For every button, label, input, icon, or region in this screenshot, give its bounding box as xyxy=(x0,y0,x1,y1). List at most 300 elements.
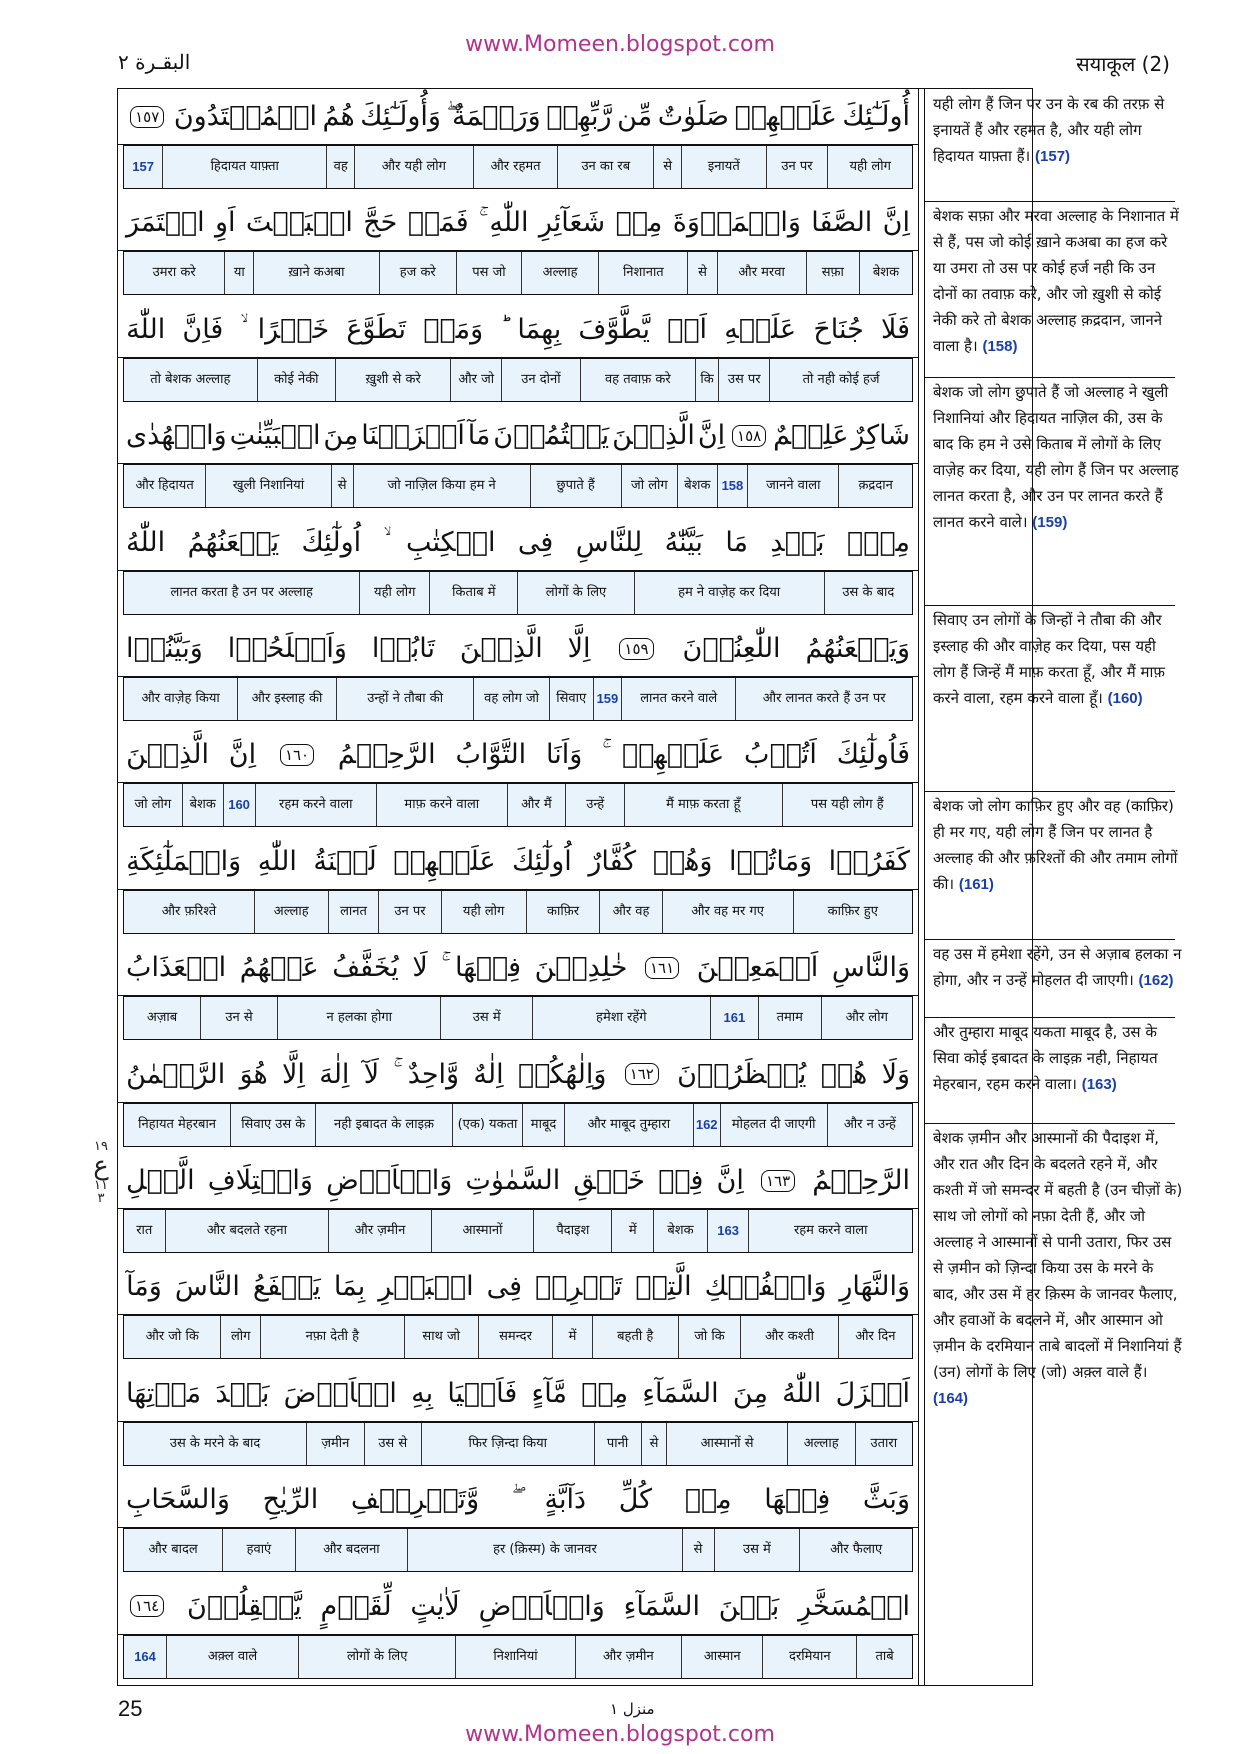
arabic-word: شَعَآئِرِ xyxy=(538,207,606,239)
gloss-word: जो लोग xyxy=(134,797,172,813)
ayah-number-mark: ١٦٤ xyxy=(130,1595,164,1617)
arabic-word: وَرَحۡمَةٌ xyxy=(452,101,541,132)
arabic-word: خَيۡرًا xyxy=(257,313,330,345)
arabic-word: الۡكِتٰبِ xyxy=(405,526,496,558)
arabic-line xyxy=(118,940,918,996)
arabic-word: وَلَا xyxy=(881,1058,910,1090)
gloss-ayah-number: 157 xyxy=(132,159,154,174)
translation-separator xyxy=(925,605,1175,606)
arabic-word: عَلِيۡمٌ xyxy=(773,420,849,452)
arabic-word: اعۡتَمَرَ xyxy=(126,207,205,239)
ruku-mark-top: ١٩ xyxy=(94,1139,108,1154)
arabic-word: وَيَلۡعَنُهُمُ xyxy=(805,633,910,664)
arabic-word: فَلَا xyxy=(880,313,910,345)
arabic-word: يَّعۡقِلُوۡنَ xyxy=(187,1590,302,1622)
ruku-mark-letter: ع xyxy=(93,1151,109,1181)
arabic-word: لِّقَوۡمٍ xyxy=(320,1590,392,1622)
gloss-word: से xyxy=(653,146,681,188)
arabic-line xyxy=(118,515,918,571)
arabic-word: صَلَوٰتٌ xyxy=(657,101,729,132)
gloss-word: जानने वाला xyxy=(747,465,838,507)
arabic-line xyxy=(118,1579,918,1635)
gloss-word: अक़्ल वाले xyxy=(166,1636,298,1678)
translation-separator xyxy=(925,1123,1175,1124)
gloss-row xyxy=(123,358,913,402)
gloss-word: किताब में xyxy=(429,572,517,614)
arabic-word: اَجۡمَعِيۡنَ xyxy=(696,952,819,984)
translation-paragraph xyxy=(933,379,1183,536)
gloss-word: छुपाते हैं xyxy=(530,465,621,507)
arabic-word: مِنۡ xyxy=(581,1377,629,1409)
gloss-word: यही लोग xyxy=(359,572,429,614)
arabic-word: اِنَّ xyxy=(716,1165,744,1196)
gloss-word: और जो xyxy=(450,359,501,401)
arabic-word: اِنَّ xyxy=(882,207,910,239)
gloss-word: कोई नेकी xyxy=(257,359,335,401)
gloss-word: उन से xyxy=(200,997,277,1039)
arabic-word: يَنۡفَعُ xyxy=(252,1271,321,1303)
gloss-word: पैदाइश xyxy=(533,1210,611,1252)
arabic-word: وَالۡهُدٰى xyxy=(126,420,227,452)
translation-text: बेशक सफ़ा और मरवा अल्लाह के निशानात में से हैं, पस जो कोई ख़ाने कअबा का हज करे या उमरा तो उस पर कोई हर्ज नही कि उन दोनों का तवाफ़ करे, और जो ख़ुशी से कोई नेकी करे तो बेशक अल्लाह क़द्रदान, जानने वाला है। xyxy=(933,207,1179,355)
arabic-word: الۡبَحۡرِ xyxy=(378,1271,474,1303)
arabic-word: الرَّحۡمٰنُ xyxy=(126,1058,226,1090)
arabic-word: عَلَيۡهِمۡ xyxy=(621,739,725,771)
arabic-word: وَالنَّهَارِ xyxy=(839,1271,910,1303)
arabic-word: السَّمَآءِ xyxy=(642,1377,719,1409)
arabic-word: بِهِمَا xyxy=(517,313,562,345)
gloss-word: नफ़ा देती है xyxy=(260,1316,404,1358)
gloss-word: फिर ज़िन्दा किया xyxy=(421,1423,594,1465)
gloss-word: और यही लोग xyxy=(354,146,473,188)
para-header: सयाकूल (2) xyxy=(1076,52,1170,76)
arabic-word: اللّٰهِ xyxy=(257,845,297,877)
arabic-word: لَآ xyxy=(363,1058,380,1090)
arabic-word: وَالۡمَرۡوَةَ xyxy=(672,207,801,239)
gloss-word: पस जो xyxy=(456,252,521,294)
page-number: 25 xyxy=(118,1696,143,1721)
gloss-word: बेशक xyxy=(182,784,223,826)
gloss-word: मोहलत दी जाएगी xyxy=(720,1104,827,1146)
translation-paragraph xyxy=(933,1125,1183,1412)
gloss-word: सिवाए xyxy=(549,678,593,720)
gloss-word: हम ने वाज़ेह कर दिया xyxy=(634,572,824,614)
arabic-word: وَالۡاَرۡضِ xyxy=(326,1165,453,1196)
arabic-word: مِّن xyxy=(617,101,653,132)
arabic-word: مَوۡتِهَا xyxy=(126,1377,202,1409)
column-divider xyxy=(918,89,925,1685)
gloss-row xyxy=(123,571,913,615)
gloss-word: पानी xyxy=(594,1423,641,1465)
arabic-word: لَا xyxy=(412,952,428,984)
gloss-word: में xyxy=(611,1210,653,1252)
arabic-word: وَمَاتُوۡا xyxy=(728,845,813,877)
gloss-word: वह लोग जो xyxy=(473,678,548,720)
translation-paragraph xyxy=(933,1019,1183,1098)
gloss-word: उस के मरने के बाद xyxy=(169,1435,261,1451)
translation-ayah-number: (162) xyxy=(1138,972,1174,989)
arabic-word: جُنَاحَ xyxy=(813,313,864,345)
gloss-word: यही लोग xyxy=(827,146,912,188)
translation-ayah-number: (164) xyxy=(933,1390,969,1407)
gloss-word: से xyxy=(641,1423,667,1465)
arabic-word: وَاِلٰهُكُمۡ xyxy=(517,1058,607,1090)
arabic-word: فِى xyxy=(486,1271,523,1303)
gloss-row xyxy=(123,1635,913,1679)
arabic-word: وَمَنۡ xyxy=(423,313,484,345)
gloss-word: बहती है xyxy=(592,1316,678,1358)
arabic-word: فِى xyxy=(517,526,554,558)
arabic-word: اُولٰٓئِكَ xyxy=(512,845,572,877)
gloss-word: और जो कि xyxy=(145,1329,199,1345)
arabic-word: اِلَّا xyxy=(567,633,591,664)
gloss-word: लानत करने वाले xyxy=(621,678,735,720)
gloss-word: लानत xyxy=(328,891,379,933)
gloss-word: निशानात xyxy=(598,252,687,294)
gloss-word: यही लोग xyxy=(441,891,526,933)
ruku-mark-sub: ١١ xyxy=(94,1178,108,1193)
translation-separator xyxy=(925,791,1175,792)
arabic-word: وَاخۡتِلَافِ xyxy=(207,1165,313,1196)
gloss-ayah-number: 158 xyxy=(717,465,748,507)
gloss-word: मैं माफ़ करता हूँ xyxy=(624,784,781,826)
gloss-word: इनायतें xyxy=(681,146,766,188)
arabic-word: وَالسَّحَابِ xyxy=(126,1484,230,1516)
arabic-word: حَجَّ xyxy=(363,207,398,239)
arabic-word: هُوَ xyxy=(239,1058,268,1090)
gloss-word: तमाम xyxy=(758,997,821,1039)
arabic-word: الۡبَيِّنٰتِ xyxy=(229,420,321,452)
arabic-word: تَطَوَّعَ xyxy=(346,313,407,345)
gloss-word: आस्मानों xyxy=(431,1210,534,1252)
gloss-ayah-number: 161 xyxy=(710,997,758,1039)
gloss-word: या xyxy=(224,252,253,294)
gloss-word: से xyxy=(687,252,716,294)
gloss-word: आस्मान xyxy=(681,1636,762,1678)
arabic-word: يَّطَّوَّفَ xyxy=(578,313,650,345)
gloss-word: काफ़िर हुए xyxy=(793,891,912,933)
gloss-word: हवाएं xyxy=(222,1529,294,1571)
gloss-word: माफ़ करने वाला xyxy=(376,784,507,826)
arabic-word: وَاَنَا xyxy=(546,739,583,771)
arabic-word: وَبَثَّ xyxy=(862,1484,910,1516)
arabic-word: اُولٰٓئِكَ xyxy=(301,526,362,558)
arabic-word: هُمُ xyxy=(322,101,355,132)
gloss-word: लोगों के लिए xyxy=(298,1636,455,1678)
arabic-word: النَّاسَ xyxy=(174,1271,240,1303)
manzil-label: منزل ١ xyxy=(610,1700,655,1718)
gloss-word: उन पर xyxy=(378,891,440,933)
gloss-word: ताबे xyxy=(856,1636,912,1678)
gloss-word: निहायत मेहरबान xyxy=(138,1116,217,1132)
gloss-word: और वह मर गए xyxy=(662,891,793,933)
arabic-word: دَآبَّةٍ xyxy=(544,1484,586,1516)
arabic-line xyxy=(118,621,918,677)
translation-text: सिवाए उन लोगों के जिन्हों ने तौबा की और इस्लाह की और वाज़ेह कर दिया, पस यही लोग हैं जिन्हें मैं माफ़ करता हूँ, और मैं माफ़ करने वाला, रहम करने वाला हूँ। xyxy=(933,611,1165,707)
arabic-line xyxy=(118,1259,918,1315)
arabic-word: الرَّحِيۡمُ xyxy=(812,1165,910,1196)
gloss-word: रात xyxy=(136,1223,153,1238)
gloss-word: जो लोग xyxy=(621,465,678,507)
gloss-word: और न उन्हें xyxy=(827,1104,912,1146)
gloss-word: उस के बाद xyxy=(824,572,912,614)
arabic-word: يَلۡعَنُهُمُ xyxy=(187,526,280,558)
arabic-word: اللّٰهَ xyxy=(126,313,166,345)
gloss-word: वह तवाफ़ करे xyxy=(580,359,695,401)
gloss-word: और मरवा xyxy=(717,252,806,294)
gloss-word: माबूद xyxy=(522,1104,563,1146)
translation-paragraph xyxy=(933,203,1183,360)
arabic-word: لَعۡنَةُ xyxy=(313,845,377,877)
arabic-word: وَمَآ xyxy=(126,1271,162,1303)
gloss-word: जो नाज़िल किया हम ने xyxy=(353,465,530,507)
gloss-word: अज़ाब xyxy=(146,1010,178,1026)
gloss-word: और ज़मीन xyxy=(575,1636,682,1678)
arabic-word: الصَّفَا xyxy=(811,207,873,239)
arabic-word: يَكۡتُمُوۡنَ xyxy=(493,420,610,452)
translation-ayah-number: (160) xyxy=(1107,690,1143,707)
arabic-word: وَالۡمَلٰٓئِكَةِ xyxy=(126,845,242,877)
gloss-word: हिदायत याफ़्ता xyxy=(162,146,326,188)
arabic-word: اِنَّ xyxy=(228,739,257,771)
gloss-word: वह xyxy=(326,146,354,188)
gloss-word: उस में xyxy=(440,997,531,1039)
site-url-bottom[interactable]: www.Momeen.blogspot.com xyxy=(465,1722,775,1747)
quran-panel xyxy=(118,89,918,1685)
gloss-word: बेशक xyxy=(859,252,912,294)
gloss-row xyxy=(123,1528,913,1572)
gloss-word: उन्हों ने तौबा की xyxy=(336,678,474,720)
translation-ayah-number: (158) xyxy=(982,338,1018,355)
arabic-word: اَوِ xyxy=(214,207,236,239)
arabic-word: اِلٰهٌ xyxy=(473,1058,504,1090)
arabic-word: مِنَ xyxy=(323,420,359,452)
arabic-word: فَاَحۡيَا xyxy=(447,1377,518,1409)
arabic-word: اِلَّا xyxy=(282,1058,305,1090)
gloss-word: और फ़रिश्ते xyxy=(161,903,217,919)
arabic-word: وَّاحِدٌ xyxy=(407,1058,460,1090)
gloss-word: ज़मीन xyxy=(306,1423,363,1465)
gloss-ayah-number: 162 xyxy=(693,1104,720,1146)
gloss-word: (एक) यकता xyxy=(452,1104,523,1146)
gloss-word: तो बेशक अल्लाह xyxy=(150,371,231,387)
arabic-word: الَّتِىۡ xyxy=(635,1271,692,1303)
arabic-word: الَّيۡلِ xyxy=(126,1165,195,1196)
gloss-word: लानत करता है उन पर अल्लाह xyxy=(170,584,313,600)
gloss-word: और इस्लाह की xyxy=(237,678,336,720)
ruku-margin-mark xyxy=(88,1140,114,1205)
gloss-word: और रहमत xyxy=(473,146,558,188)
arabic-word: الرَّحِيۡمُ xyxy=(337,739,436,771)
translation-separator xyxy=(925,939,1175,940)
arabic-word: اِلٰهَ xyxy=(319,1058,350,1090)
gloss-word: उन पर xyxy=(766,146,828,188)
translation-paragraph xyxy=(933,607,1183,712)
gloss-word: उतारा xyxy=(855,1423,912,1465)
gloss-word: और मैं xyxy=(507,784,566,826)
gloss-word: और हिदायत xyxy=(135,478,194,494)
arabic-word: عَلَيۡهِمۡ xyxy=(393,845,496,877)
arabic-word: خَلۡقِ xyxy=(573,1165,645,1196)
gloss-word: समन्दर xyxy=(478,1316,552,1358)
arabic-word: شَاكِرٌ xyxy=(851,420,910,452)
arabic-line xyxy=(118,408,918,464)
gloss-word: बेशक xyxy=(653,1210,707,1252)
gloss-word: साथ जो xyxy=(404,1316,478,1358)
arabic-word: عَنۡهُمُ xyxy=(239,952,319,984)
gloss-word: आस्मानों से xyxy=(666,1423,786,1465)
gloss-word: और ज़मीन xyxy=(328,1210,431,1252)
ayah-number-mark: ١٦٣ xyxy=(761,1170,795,1192)
gloss-word: उन का रब xyxy=(557,146,653,188)
arabic-word: الۡبَيۡتَ xyxy=(245,207,353,239)
gloss-word: और लानत करते हैं उन पर xyxy=(735,678,912,720)
gloss-ayah-number: 160 xyxy=(223,784,255,826)
arabic-word: التَّوَّابُ xyxy=(455,739,527,771)
arabic-line xyxy=(118,1047,918,1103)
gloss-word: ख़ुशी से करे xyxy=(335,359,450,401)
gloss-word: ख़ाने कअबा xyxy=(253,252,378,294)
gloss-word: रहम करने वाला xyxy=(748,1210,912,1252)
arabic-word: اَتُوۡبُ xyxy=(744,739,817,771)
gloss-word: में xyxy=(552,1316,592,1358)
gloss-word: और कश्ती xyxy=(740,1316,837,1358)
arabic-line xyxy=(118,89,918,145)
gloss-word: हमेशा रहेंगे xyxy=(532,997,710,1039)
arabic-word: فِيۡهَا xyxy=(455,952,522,984)
gloss-word: और बदलते रहना xyxy=(165,1210,329,1252)
gloss-word: और वह xyxy=(599,891,661,933)
gloss-word: कि xyxy=(695,359,718,401)
gloss-word: न हलका होगा xyxy=(277,997,440,1039)
arabic-word: السَّمٰوٰتِ xyxy=(465,1165,561,1196)
arabic-word: بِمَا xyxy=(333,1271,366,1303)
gloss-row xyxy=(123,1422,913,1466)
gloss-row xyxy=(123,890,913,934)
ruku-mark-bottom: ٣ xyxy=(97,1191,105,1206)
translation-text: यही लोग हैं जिन पर उन के रब की तरफ़ से इनायतें हैं और रहमत है, और यही लोग हिदायत याफ़्ता हैं। xyxy=(933,95,1165,165)
arabic-word: الۡمُهۡتَدُونَ xyxy=(173,101,317,132)
translation-separator xyxy=(925,377,1175,378)
gloss-row xyxy=(123,677,913,721)
arabic-word: مَّآءٍ xyxy=(531,1377,567,1409)
gloss-row xyxy=(123,1315,913,1359)
page-frame xyxy=(117,88,1183,1686)
arabic-word: عَلَيۡهِ xyxy=(724,313,797,345)
gloss-word: हर (क़िस्म) के जानवर xyxy=(407,1529,681,1571)
gloss-word: से xyxy=(682,1529,714,1571)
arabic-word: مِنۡ xyxy=(615,207,663,239)
arabic-word: وَهُمۡ xyxy=(652,845,713,877)
arabic-word: كَفَرُوۡا xyxy=(828,845,910,877)
gloss-word: उन्हें xyxy=(565,784,624,826)
arabic-word: مَا xyxy=(725,526,749,558)
gloss-word: पस यही लोग हैं xyxy=(782,784,913,826)
gloss-word: सिवाए उस के xyxy=(230,1104,315,1146)
arabic-word: هُمۡ xyxy=(820,1058,868,1090)
arabic-word: اِنَّ xyxy=(697,420,726,452)
site-url-top[interactable]: www.Momeen.blogspot.com xyxy=(465,32,775,57)
gloss-word: और दिन xyxy=(838,1316,912,1358)
arabic-word: مِنۡ xyxy=(684,1484,732,1516)
gloss-word: सफ़ा xyxy=(806,252,859,294)
arabic-word: وَالنَّاسِ xyxy=(831,952,910,984)
gloss-word: उन दोनों xyxy=(501,359,579,401)
gloss-word: हज करे xyxy=(379,252,456,294)
arabic-line xyxy=(118,834,918,890)
arabic-word: تَابُوۡا xyxy=(371,633,435,664)
arabic-word: وَالۡفُلۡكِ xyxy=(704,1271,827,1303)
gloss-row xyxy=(123,464,913,508)
gloss-word: से xyxy=(331,465,353,507)
translation-paragraph xyxy=(933,793,1183,898)
gloss-word: काफ़िर xyxy=(526,891,600,933)
arabic-word: بِهِ xyxy=(411,1377,434,1409)
translation-text: बेशक जो लोग काफ़िर हुए और वह (काफ़िर) ही मर गए, यही लोग हैं जिन पर लानत है अल्लाह की और फ़रिश्तों की और तमाम लोगों की। xyxy=(933,797,1178,893)
gloss-word: उस से xyxy=(364,1423,421,1465)
ayah-number-mark: ١٥٩ xyxy=(619,638,653,660)
arabic-word: اَنۡزَلَ xyxy=(835,1377,910,1409)
gloss-row xyxy=(123,1209,913,1253)
gloss-word: निशानियां xyxy=(455,1636,574,1678)
gloss-row xyxy=(123,145,913,189)
translation-text: बेशक जो लोग छुपाते हैं जो अल्लाह ने खुली निशानियां और हिदायत नाज़िल की, उस के बाद कि हम ने उसे किताब में लोगों के लिए वाज़ेह कर दिया, यही लोग हैं जिन पर अल्लाह लानत करता है, और उन पर लानत करते हैं लानत करने वाले। xyxy=(933,383,1179,531)
gloss-row xyxy=(123,1103,913,1147)
translation-paragraph xyxy=(933,941,1183,994)
arabic-line xyxy=(118,302,918,358)
gloss-word: और लोग xyxy=(821,997,912,1039)
arabic-word: مِنَ xyxy=(732,1377,768,1409)
gloss-ayah-number: 164 xyxy=(134,1648,156,1664)
gloss-word: क़द्रदान xyxy=(838,465,912,507)
arabic-word: وَّتَصۡرِيۡفِ xyxy=(350,1484,480,1516)
gloss-word: और माबूद तुम्हारा xyxy=(564,1104,693,1146)
arabic-word: لَاٰيٰتٍ xyxy=(410,1590,460,1622)
arabic-word: اَنۡزَلۡنَا xyxy=(361,420,465,452)
arabic-line xyxy=(118,1472,918,1528)
arabic-word: وَأُولَـٰٓئِكَ xyxy=(360,101,441,132)
ayah-number-mark: ١٦١ xyxy=(645,957,679,979)
translation-ayah-number: (159) xyxy=(1032,514,1068,531)
arabic-word: اللّٰهُ xyxy=(782,1377,822,1409)
arabic-word: الۡمُسَخَّرِ xyxy=(798,1590,910,1622)
arabic-word: اللّٰهِ xyxy=(489,207,529,239)
arabic-line xyxy=(118,1153,918,1209)
gloss-word: लोग xyxy=(220,1316,260,1358)
gloss-ayah-number: 159 xyxy=(593,678,621,720)
arabic-word: وَبَيَّنُوۡا xyxy=(126,633,203,664)
arabic-word: فَاِنَّ xyxy=(182,313,224,345)
gloss-word: दरमियान xyxy=(762,1636,856,1678)
arabic-word: الَّذِيۡنَ xyxy=(126,739,209,771)
gloss-word: और वाज़ेह किया xyxy=(141,691,220,706)
translation-ayah-number: (163) xyxy=(1081,1076,1117,1093)
arabic-word: رَّبِّهِمۡ xyxy=(546,101,612,132)
gloss-word: और बादल xyxy=(148,1542,198,1558)
ayah-number-mark: ١٦٠ xyxy=(280,744,314,766)
arabic-word: وَاَصۡلَحُوۡا xyxy=(227,633,347,664)
gloss-word: और फैलाए xyxy=(799,1529,912,1571)
translation-text: वह उस में हमेशा रहेंगे, उन से अज़ाब हलका न होगा, और न उन्हें मोहलत दी जाएगी। xyxy=(933,945,1182,989)
arabic-word: كُلِّ xyxy=(618,1484,652,1516)
translation-ayah-number: (161) xyxy=(958,876,994,893)
gloss-word: रहम करने वाला xyxy=(255,784,377,826)
gloss-word: उमरा करे xyxy=(152,265,196,281)
gloss-word: अल्लाह xyxy=(787,1423,855,1465)
arabic-word: لِلنَّاسِ xyxy=(575,526,643,558)
gloss-row xyxy=(123,251,913,295)
gloss-word: खुली निशानियां xyxy=(205,465,330,507)
